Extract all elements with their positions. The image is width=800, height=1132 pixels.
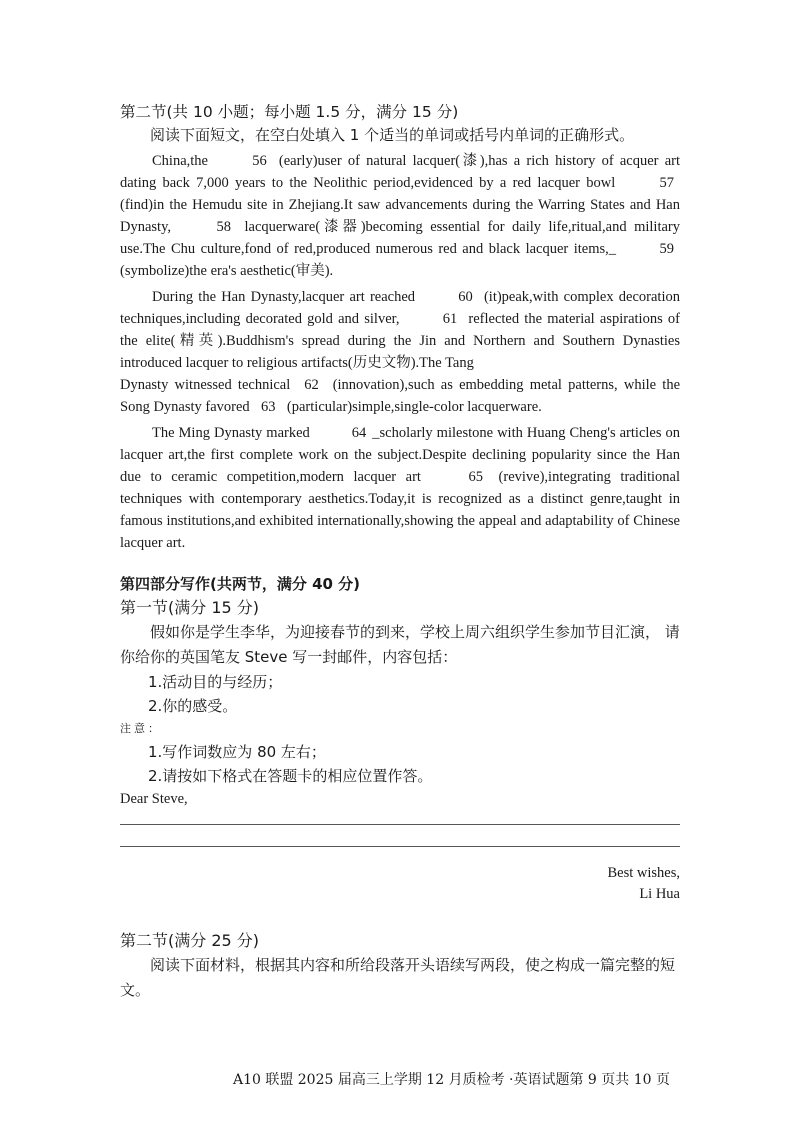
text-segment: (early)user of natural lacquer(漆),has a rich history of acquer art dating back 7,000 years to the Neolithic period,evidenced by a red lacquer bowl xyxy=(120,153,681,191)
text-segment: During the Han Dynasty,lacquer art reached xyxy=(152,289,421,305)
text-segment: (find)in the Hemudu site in Zhejiang.It saw advancements during the Warring States and Han Dynasty, xyxy=(120,197,680,235)
blank-64: 64 xyxy=(351,425,367,441)
text-segment: (innovation),such as embedding metal patterns, while the Song Dynasty favored xyxy=(120,377,681,415)
letter-signature: Li Hua xyxy=(639,886,680,902)
writing-part-title: 第四部分写作(共两节，满分 40 分) xyxy=(120,575,361,593)
letter-closing: Best wishes, xyxy=(607,865,680,881)
blank-56: 56 xyxy=(252,153,267,169)
letter-signoff xyxy=(120,863,680,905)
blank-59: 59 xyxy=(659,241,674,257)
text-segment: (particular)simple,single-color lacquerware. xyxy=(283,399,542,415)
text-segment: China,the xyxy=(152,153,215,169)
text-segment: _scholarly milestone with Huang Cheng's articles on lacquer art,the first complete work on the subject.Despite declining popularity since the Han due to ceramic competition,modern lacquer art xyxy=(120,425,680,485)
blank-58: 58 xyxy=(216,219,231,235)
task-point-1: 1.活动目的与经历； xyxy=(148,673,283,691)
letter-salutation: Dear Steve, xyxy=(120,791,188,807)
cloze-paragraph-4 xyxy=(120,422,680,554)
text-segment: lacquerware(漆器)becoming essential for daily life,ritual,and military use.The Chu culture,fond of red,produced numerous red and black lacquer items,_ xyxy=(120,219,680,257)
text-segment: Dynasty witnessed technical xyxy=(120,377,297,393)
task-point-2: 2.你的感受。 xyxy=(148,697,238,715)
blank-60: 60 xyxy=(458,289,473,305)
cloze-section xyxy=(120,100,680,554)
blank-61: 61 xyxy=(442,311,458,327)
text-segment: (it)peak,with complex decoration techniques,including decorated gold and silver, xyxy=(120,289,680,327)
cloze-passage xyxy=(120,150,680,554)
note-1: 1.写作词数应为 80 左右； xyxy=(148,743,326,761)
writing-part xyxy=(120,572,680,1003)
writing-section2 xyxy=(120,929,680,1003)
answer-line xyxy=(120,824,680,825)
writing-section1-task: 假如你是学生李华，为迎接春节的到来，学校上周六组织学生参加节目汇演， 请你给你的英国笔友 Steve 写一封邮件，内容包括： xyxy=(120,623,680,666)
writing-section2-title: 第二节(满分 25 分) xyxy=(120,931,260,950)
blank-65: 65 xyxy=(468,469,483,485)
cloze-paragraph-1 xyxy=(120,150,680,282)
writing-section2-task: 阅读下面材料，根据其内容和所给段落开头语续写两段，使之构成一篇完整的短文。 xyxy=(120,956,676,999)
text-segment: (revive),integrating traditional techniques with contemporary aesthetics.Today,it is recognized as a distinct genre,taught in famous institutions,and exhibited internationally,showing the appeal and adaptability of Chinese lacquer art. xyxy=(120,469,681,551)
text-segment: The Ming Dynasty marked xyxy=(152,425,314,441)
cloze-instruction: 阅读下面短文，在空白处填入 1 个适当的单词或括号内单词的正确形式。 xyxy=(150,126,635,144)
writing-section1-title: 第一节(满分 15 分) xyxy=(120,598,260,617)
cloze-heading: 第二节(共 10 小题；每小题 1.5 分，满分 15 分) xyxy=(120,103,459,121)
blank-63: 63 xyxy=(261,399,276,415)
exam-page xyxy=(120,100,680,1003)
note-2: 2.请按如下格式在答题卡的相应位置作答。 xyxy=(148,767,433,785)
page-footer: A10 联盟 2025 届高三上学期 12 月质检考 ·英语试题第 9 页共 10 页 xyxy=(232,1072,670,1088)
text-segment: reflected the material aspirations of the elite(精英).Buddhism's spread during the Jin and Northern and Southern Dynasties introduced lacquer to religious artifacts(历史文物).The Tang xyxy=(120,311,680,371)
cloze-paragraph-2 xyxy=(120,286,680,374)
text-segment: (symbolize)the era's aesthetic(审美). xyxy=(120,263,334,279)
blank-62: 62 xyxy=(304,377,319,393)
blank-57: 57 xyxy=(659,175,674,191)
note-label: 注意： xyxy=(120,722,162,735)
cloze-paragraph-3 xyxy=(120,374,680,418)
answer-line xyxy=(120,846,680,847)
